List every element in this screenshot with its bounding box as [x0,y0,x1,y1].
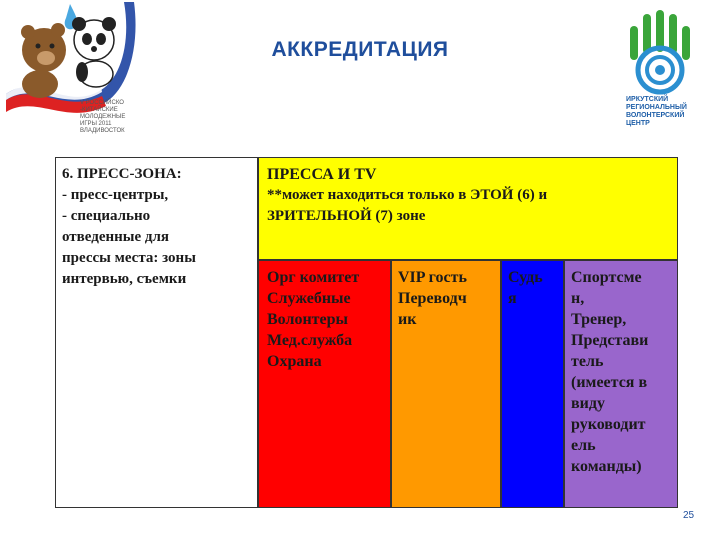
volunteer-center-logo [618,8,718,133]
page-number: 25 [683,510,695,521]
hand-spiral-icon [618,8,718,98]
press-zone-cell: 6. ПРЕСС-ЗОНА: - пресс-центры, - специально отведенные для прессы места: зоны интервью, съемки [55,157,258,508]
athlete-cell: Спортсме н, Тренер, Представи тель (имеется в виду руководит ель команды) [564,260,678,508]
judge-cell: Судь я [501,260,564,508]
press-access-cell: ПРЕССА И TV **может находиться только в ЭТОЙ (6) и ЗРИТЕЛЬНОЙ (7) зоне [258,157,678,260]
staff-cell: Орг комитет Служебные Волонтеры Мед.служба Охрана [258,260,391,508]
logo-caption: V РОССИЙСКО -КИТАЙСКИЕ МОЛОДЕЖНЫЕ ИГРЫ 2011 ВЛАДИВОСТОК [80,100,126,134]
page-title: АККРЕДИТАЦИЯ [271,38,449,61]
games-logo [6,2,141,147]
logo-caption: ИРКУТСКИЙ РЕГИОНАЛЬНЫЙ ВОЛОНТЕРСКИЙ ЦЕНТР [626,96,687,127]
vip-cell: VIP гость Переводч ик [391,260,501,508]
